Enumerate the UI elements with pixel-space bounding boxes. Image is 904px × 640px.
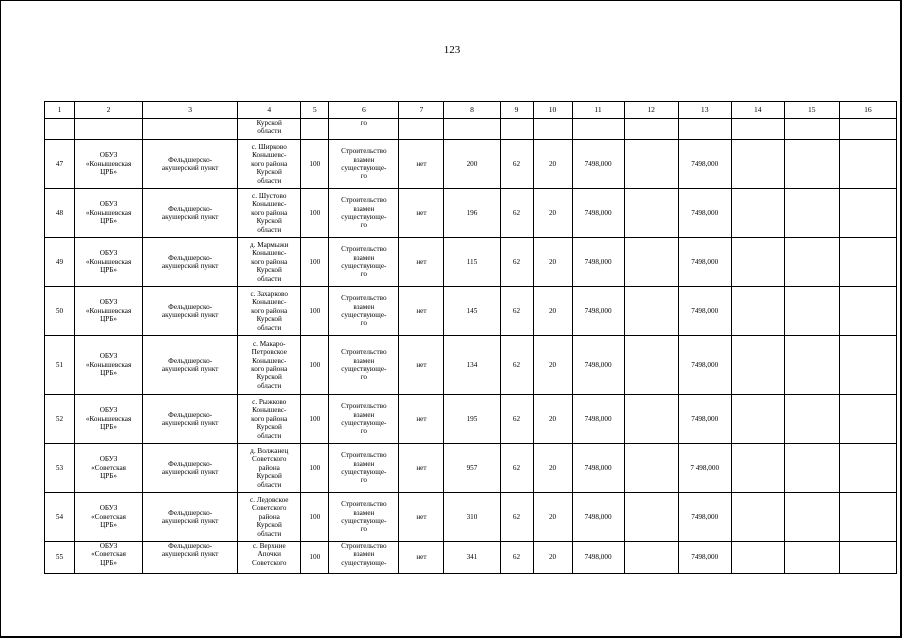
col-11-value: 7498,000 [572,189,624,238]
col-16-value [839,395,896,444]
column-number: 14 [731,102,784,119]
work-type: Строительство взамен существующе- го [329,395,399,444]
percent-value: 100 [301,189,329,238]
row-number: 49 [45,238,75,287]
col-10-value: 20 [533,444,572,493]
col-10-value: 20 [533,542,572,574]
col-16-value [839,140,896,189]
col-10-value: 20 [533,493,572,542]
col-13-value: 7 498,000 [678,444,731,493]
col-16-value [839,189,896,238]
row-number: 48 [45,189,75,238]
table-row [45,189,897,238]
facility-type: Фельдшерско- акушерский пункт [143,238,238,287]
col-9-value: 62 [500,395,533,444]
column-number: 13 [678,102,731,119]
col-15-value [784,336,839,395]
col-15-value [784,395,839,444]
col-10-value: 20 [533,336,572,395]
col-15-value [784,493,839,542]
column-number: 15 [784,102,839,119]
continuation-row [45,119,897,140]
work-type: Строительство взамен существующе- го [329,444,399,493]
col-12-value [624,140,678,189]
col-12-value [624,287,678,336]
table-row [45,287,897,336]
col-14-value [731,542,784,574]
col-12-value [624,238,678,287]
table-row [45,140,897,189]
facility-location: с. Ледовское Советского района Курской области [238,493,301,542]
percent-value: 100 [301,444,329,493]
percent-value: 100 [301,140,329,189]
percent-value: 100 [301,238,329,287]
column-number: 6 [329,102,399,119]
organization-name: ОБУЗ «Конышевская ЦРБ» [75,140,143,189]
col-16-value [839,542,896,574]
facility-location: с. Верхние Апочки Советского [238,542,301,574]
col-12-value [624,493,678,542]
work-type: Строительство взамен существующе- го [329,140,399,189]
col-14-value [731,238,784,287]
col-16-value [839,287,896,336]
organization-name: ОБУЗ «Советская ЦРБ» [75,542,143,574]
col-14-value [731,493,784,542]
col-16-value [839,238,896,287]
col-9-value: 62 [500,238,533,287]
col-12-value [624,336,678,395]
organization-name: ОБУЗ «Конышевская ЦРБ» [75,336,143,395]
col-8-value: 341 [444,542,500,574]
col-10-value: 20 [533,395,572,444]
col-13-value: 7498,000 [678,493,731,542]
percent-value: 100 [301,395,329,444]
column-number: 1 [45,102,75,119]
col-9-value: 62 [500,493,533,542]
col-11-value: 7498,000 [572,140,624,189]
col-7-value: нет [399,542,444,574]
col-14-value [731,444,784,493]
col-11-value: 7498,000 [572,493,624,542]
col-12-value [624,444,678,493]
table-row [45,395,897,444]
col-10-value: 20 [533,140,572,189]
col-9-value: 62 [500,444,533,493]
col-8-value: 115 [444,238,500,287]
facility-location: д. Мармыжи Конышевс- кого района Курской области [238,238,301,287]
col-15-value [784,444,839,493]
col-11-value: 7498,000 [572,336,624,395]
col-13-value: 7498,000 [678,140,731,189]
col-8-value: 310 [444,493,500,542]
col-13-value: 7498,000 [678,336,731,395]
col-7-value: нет [399,493,444,542]
facility-type: Фельдшерско- акушерский пункт [143,336,238,395]
col-16-value [839,444,896,493]
col-9-value: 62 [500,189,533,238]
col-11-value: 7498,000 [572,395,624,444]
column-number: 5 [301,102,329,119]
col-13-value: 7498,000 [678,395,731,444]
table-row [45,238,897,287]
col-13-value: 7498,000 [678,189,731,238]
col-14-value [731,140,784,189]
row-number: 50 [45,287,75,336]
col-8-value: 196 [444,189,500,238]
table-row [45,542,897,574]
row-number: 53 [45,444,75,493]
organization-name: ОБУЗ «Советская ЦРБ» [75,493,143,542]
facility-type: Фельдшерско- акушерский пункт [143,542,238,574]
col-8-value: 145 [444,287,500,336]
col-13-value: 7498,000 [678,238,731,287]
col-14-value [731,287,784,336]
organization-name: ОБУЗ «Конышевская ЦРБ» [75,238,143,287]
col-7-value: нет [399,238,444,287]
col-15-value [784,140,839,189]
organization-name: ОБУЗ «Конышевская ЦРБ» [75,287,143,336]
col-11-value: 7498,000 [572,238,624,287]
col-8-value: 200 [444,140,500,189]
col-7-value: нет [399,395,444,444]
column-number: 10 [533,102,572,119]
row-number: 51 [45,336,75,395]
col-9-value: 62 [500,542,533,574]
facility-location: с. Захарково Конышевс- кого района Курской области [238,287,301,336]
column-number-row [45,102,897,119]
col-13-value: 7498,000 [678,287,731,336]
col-16-value [839,336,896,395]
work-type: Строительство взамен существующе- го [329,189,399,238]
facility-type: Фельдшерско- акушерский пункт [143,493,238,542]
facility-location: с. Ширково Конышевс- кого района Курской области [238,140,301,189]
col-14-value [731,336,784,395]
table-row [45,444,897,493]
col-15-value [784,287,839,336]
facility-location: с. Макаро- Петровское Конышевс- кого района Курской области [238,336,301,395]
col-7-value: нет [399,140,444,189]
facility-type: Фельдшерско- акушерский пункт [143,444,238,493]
col-15-value [784,189,839,238]
col-12-value [624,542,678,574]
work-type: Строительство взамен существующе- [329,542,399,574]
col-7-value: нет [399,189,444,238]
work-type: Строительство взамен существующе- го [329,238,399,287]
col-10-value: 20 [533,287,572,336]
column-number: 2 [75,102,143,119]
continued-work-type: го [329,119,399,140]
organization-name: ОБУЗ «Конышевская ЦРБ» [75,395,143,444]
col-7-value: нет [399,336,444,395]
percent-value: 100 [301,493,329,542]
facility-location: д. Волжанец Советского района Курской области [238,444,301,493]
facilities-table [44,101,897,574]
column-number: 12 [624,102,678,119]
col-9-value: 62 [500,336,533,395]
col-11-value: 7498,000 [572,542,624,574]
column-number: 3 [143,102,238,119]
facility-type: Фельдшерско- акушерский пункт [143,287,238,336]
row-number: 54 [45,493,75,542]
percent-value: 100 [301,336,329,395]
col-11-value: 7498,000 [572,287,624,336]
column-number: 8 [444,102,500,119]
row-number: 52 [45,395,75,444]
column-number: 16 [839,102,896,119]
col-11-value: 7498,000 [572,444,624,493]
column-number: 11 [572,102,624,119]
col-16-value [839,493,896,542]
col-10-value: 20 [533,238,572,287]
col-10-value: 20 [533,189,572,238]
percent-value: 100 [301,542,329,574]
col-8-value: 195 [444,395,500,444]
column-number: 4 [238,102,301,119]
table-row [45,493,897,542]
col-12-value [624,189,678,238]
col-7-value: нет [399,444,444,493]
page-number: 123 [443,44,461,56]
col-8-value: 134 [444,336,500,395]
col-14-value [731,395,784,444]
column-number: 7 [399,102,444,119]
continued-location: Курской области [238,119,301,140]
row-number: 47 [45,140,75,189]
organization-name: ОБУЗ «Советская ЦРБ» [75,444,143,493]
col-15-value [784,542,839,574]
facility-location: с. Шустово Конышевс- кого района Курской области [238,189,301,238]
col-8-value: 957 [444,444,500,493]
col-14-value [731,189,784,238]
facility-type: Фельдшерско- акушерский пункт [143,189,238,238]
organization-name: ОБУЗ «Конышевская ЦРБ» [75,189,143,238]
work-type: Строительство взамен существующе- го [329,493,399,542]
percent-value: 100 [301,287,329,336]
table-row [45,336,897,395]
col-9-value: 62 [500,287,533,336]
col-13-value: 7498,000 [678,542,731,574]
work-type: Строительство взамен существующе- го [329,336,399,395]
row-number: 55 [45,542,75,574]
col-15-value [784,238,839,287]
col-12-value [624,395,678,444]
col-7-value: нет [399,287,444,336]
work-type: Строительство взамен существующе- го [329,287,399,336]
facility-type: Фельдшерско- акушерский пункт [143,140,238,189]
column-number: 9 [500,102,533,119]
col-9-value: 62 [500,140,533,189]
facility-location: с. Рыжково Конышевс- кого района Курской области [238,395,301,444]
facility-type: Фельдшерско- акушерский пункт [143,395,238,444]
